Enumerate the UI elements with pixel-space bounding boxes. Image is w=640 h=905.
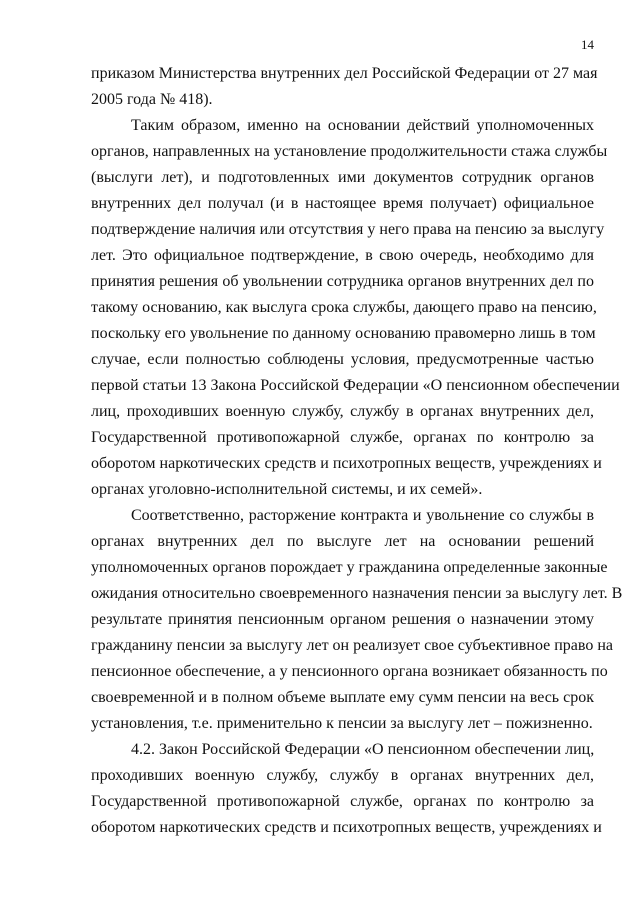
text-line: лиц, проходивших военную службу, службу в органах внутренних дел, (91, 403, 594, 420)
text-line: своевременной и в полном объеме выплате ему сумм пенсии на весь срок (91, 689, 594, 706)
paragraph-section-4-2 (91, 737, 602, 841)
text-line: (выслуги лет), и подготовленных ими документов сотрудник органов (91, 169, 594, 186)
paragraph (91, 503, 623, 737)
text-line: гражданину пенсии за выслугу лет он реализует свое субъективное право на (91, 637, 614, 654)
text-line: приказом Министерства внутренних дел Российской Федерации от 27 мая (91, 65, 598, 82)
text-line: установления, т.е. применительно к пенсии за выслугу лет – пожизненно. (91, 715, 593, 732)
text-line: принятия решения об увольнении сотрудника органов внутренних дел по (91, 273, 594, 290)
text-line: первой статьи 13 Закона Российской Федерации «О пенсионном обеспечении (91, 377, 620, 394)
text-line: 2005 года № 418). (91, 91, 213, 108)
text-line: такому основанию, как выслуга срока службы, дающего право на пенсию, (91, 299, 597, 316)
text-line: 4.2. Закон Российской Федерации «О пенсионном обеспечении лиц, (131, 741, 595, 758)
text-line: Таким образом, именно на основании действий уполномоченных (131, 117, 594, 134)
text-line: подтверждение наличия или отсутствия у него права на пенсию за выслугу (91, 221, 605, 238)
text-line: поскольку его увольнение по данному основанию правомерно лишь в том (91, 325, 596, 342)
text-line: результате принятия пенсионным органом решения о назначении этому (91, 611, 594, 628)
text-line: пенсионное обеспечение, а у пенсионного органа возникает обязанность по (91, 663, 608, 680)
text-line: случае, если полностью соблюдены условия, предусмотренные частью (91, 351, 594, 368)
text-line: Государственной противопожарной службе, органах по контролю за (91, 429, 594, 446)
text-line: лет. Это официальное подтверждение, в свою очередь, необходимо для (91, 247, 594, 264)
page-number: 14 (581, 37, 594, 52)
paragraph-continuation (91, 61, 598, 113)
paragraph (91, 113, 620, 503)
text-line: оборотом наркотических средств и психотропных веществ, учреждениях и (91, 819, 602, 836)
text-line: проходивших военную службу, службу в органах внутренних дел, (91, 767, 594, 784)
text-line: ожидания относительно своевременного назначения пенсии за выслугу лет. В (91, 585, 623, 602)
text-line: Соответственно, расторжение контракта и увольнение со службы в (131, 507, 594, 524)
text-line: уполномоченных органов порождает у гражданина определенные законные (91, 559, 608, 576)
text-line: органах внутренних дел по выслуге лет на основании решений (91, 533, 594, 550)
text-line: внутренних дел получал (и в настоящее время получает) официальное (91, 195, 594, 212)
text-line: органах уголовно-исполнительной системы, и их семей». (91, 481, 483, 498)
text-line: Государственной противопожарной службе, органах по контролю за (91, 793, 594, 810)
document-body (91, 61, 623, 841)
text-line: оборотом наркотических средств и психотропных веществ, учреждениях и (91, 455, 602, 472)
text-line: органов, направленных на установление продолжительности стажа службы (91, 143, 608, 160)
